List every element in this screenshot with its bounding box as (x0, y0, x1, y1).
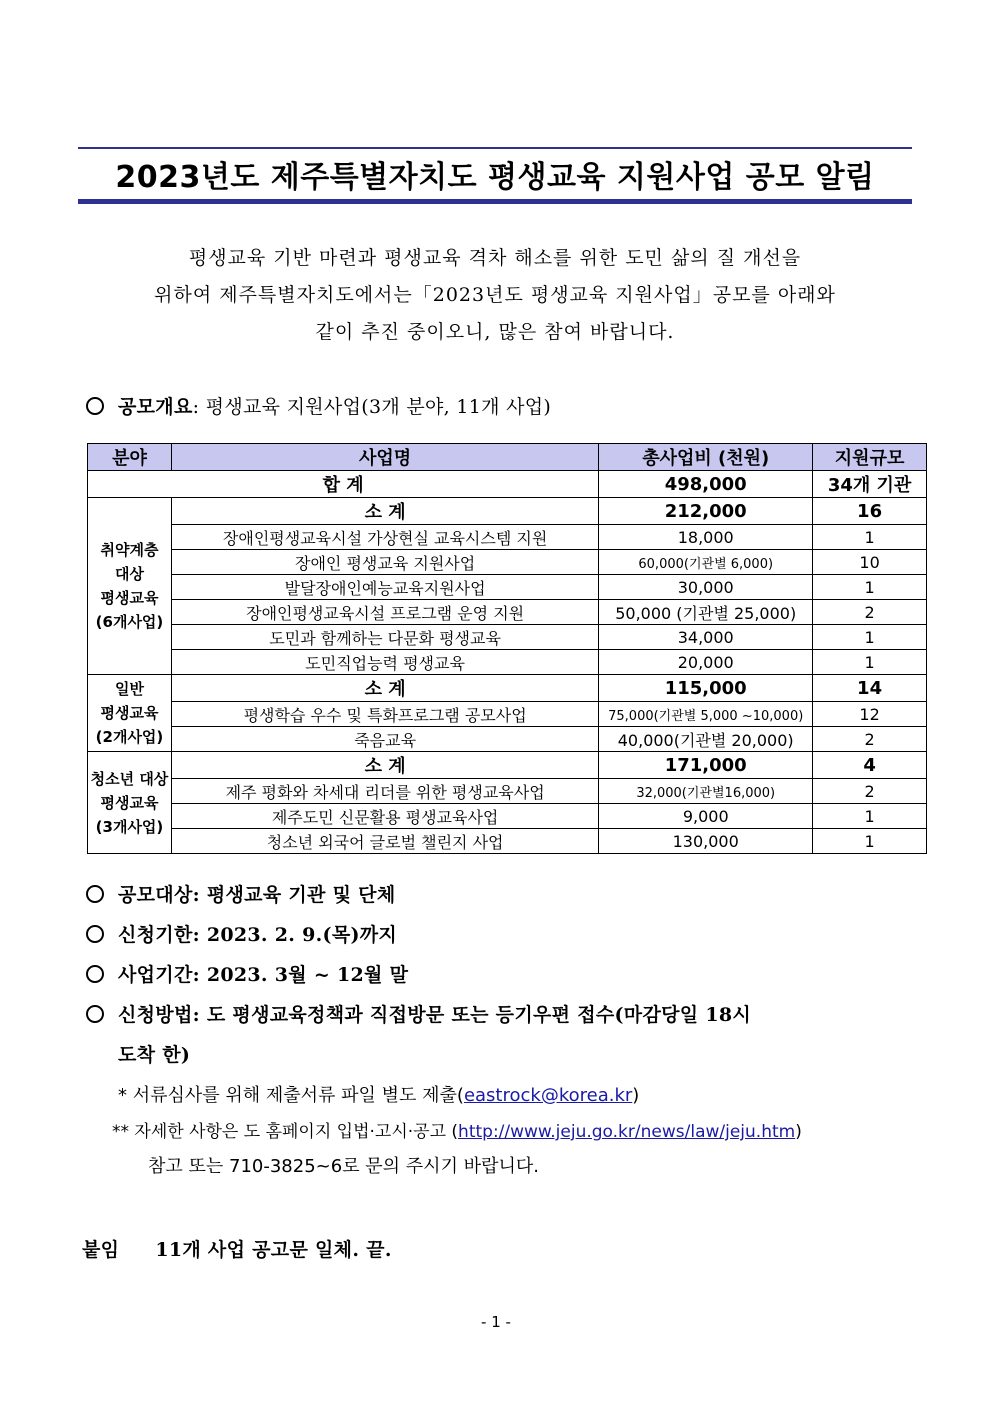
note-email-suffix: ) (632, 1085, 640, 1106)
category-line: 평생교육 (100, 589, 159, 607)
project-amount: 34,000 (599, 625, 813, 650)
subtotal-scale: 14 (813, 675, 927, 702)
category-line: 일반 (114, 680, 144, 698)
project-name: 장애인평생교육시설 가상현실 교육시스템 지원 (171, 525, 598, 550)
project-name: 발달장애인예능교육지원사업 (171, 575, 598, 600)
project-amount: 20,000 (599, 650, 813, 675)
subtotal-label: 소 계 (171, 752, 598, 779)
project-amount: 60,000(기관별 6,000) (599, 550, 813, 575)
total-amount: 498,000 (599, 471, 813, 498)
email-link[interactable]: eastrock@korea.kr (463, 1085, 633, 1106)
project-scale: 1 (813, 804, 927, 829)
project-scale: 1 (813, 625, 927, 650)
project-scale: 1 (813, 650, 927, 675)
project-scale: 2 (813, 600, 927, 625)
category-cell (88, 675, 172, 752)
category-line: (2개사업) (95, 728, 164, 746)
table-row (88, 550, 927, 575)
intro-paragraph (80, 240, 910, 351)
category-line: 청소년 대상 (90, 769, 169, 788)
note-homepage-prefix: ** 자세한 사항은 도 홈페이지 입법·고시·공고 ( (112, 1122, 459, 1142)
table-row (88, 727, 927, 752)
intro-line: 같이 추진 중이오니, 많은 참여 바랍니다. (315, 321, 675, 343)
category-line: (6개사업) (95, 613, 164, 631)
project-scale: 2 (813, 727, 927, 752)
overview-label: 공모개요 (118, 396, 193, 418)
project-name: 장애인 평생교육 지원사업 (171, 550, 598, 575)
total-row (88, 471, 927, 498)
table-row (88, 804, 927, 829)
project-scale: 2 (813, 779, 927, 804)
table-row (88, 702, 927, 727)
category-line: 취약계층 (100, 541, 159, 559)
method-text: : 도 평생교육정책과 직접방문 또는 등기우편 접수(마감당일 18시 (192, 1004, 752, 1026)
document-title-text: 2023년도 제주특별자치도 평생교육 지원사업 공모 알림 (115, 160, 875, 195)
document-title (78, 147, 912, 204)
target-line (86, 880, 395, 907)
homepage-link[interactable]: http://www.jeju.go.kr/news/law/jeju.htm (458, 1122, 796, 1142)
circle-bullet-icon (86, 925, 104, 943)
circle-bullet-icon (86, 397, 104, 415)
total-scale: 34개 기관 (813, 471, 927, 498)
circle-bullet-icon (86, 885, 104, 903)
deadline-text: : 2023. 2. 9.(목)까지 (192, 924, 398, 946)
note-homepage-suffix: ) (795, 1122, 802, 1142)
table-row (88, 600, 927, 625)
project-scale: 1 (813, 525, 927, 550)
project-scale: 1 (813, 575, 927, 600)
subtotal-amount: 115,000 (599, 675, 813, 702)
subtotal-amount: 171,000 (599, 752, 813, 779)
project-amount: 75,000(기관별 5,000 ~10,000) (599, 702, 813, 727)
subtotal-row (88, 498, 927, 525)
project-amount: 32,000(기관별16,000) (599, 779, 813, 804)
overview-line (86, 392, 551, 419)
period-line (86, 960, 408, 987)
project-amount: 18,000 (599, 525, 813, 550)
note-email (118, 1081, 639, 1107)
attachment-text: 11개 사업 공고문 일체. 끝. (155, 1239, 392, 1261)
target-text: : 평생교육 기관 및 단체 (192, 884, 396, 906)
header-amount: 총사업비 (천원) (599, 444, 813, 471)
category-cell (88, 752, 172, 854)
project-name: 도민과 함께하는 다문화 평생교육 (171, 625, 598, 650)
header-category: 분야 (88, 444, 172, 471)
project-scale: 12 (813, 702, 927, 727)
project-name: 도민직업능력 평생교육 (171, 650, 598, 675)
project-amount: 9,000 (599, 804, 813, 829)
project-amount: 40,000(기관별 20,000) (599, 727, 813, 752)
project-name: 제주 평화와 차세대 리더를 위한 평생교육사업 (171, 779, 598, 804)
subtotal-scale: 16 (813, 498, 927, 525)
table-row (88, 625, 927, 650)
method-line (86, 1000, 751, 1027)
table-header-row (88, 444, 927, 471)
intro-line: 위하여 제주특별자치도에서는「2023년도 평생교육 지원사업」공모를 아래와 (154, 284, 836, 306)
table-row (88, 650, 927, 675)
note-contact: 참고 또는 710-3825~6로 문의 주시기 바랍니다. (148, 1156, 539, 1177)
category-cell (88, 498, 172, 675)
target-label: 공모대상 (118, 884, 193, 906)
circle-bullet-icon (86, 965, 104, 983)
project-name: 평생학습 우수 및 특화프로그램 공모사업 (171, 702, 598, 727)
category-line: (3개사업) (95, 817, 164, 836)
total-label: 합 계 (88, 471, 599, 498)
project-name: 청소년 외국어 글로벌 챌린지 사업 (171, 829, 598, 854)
category-line: 평생교육 (100, 793, 159, 812)
circle-bullet-icon (86, 1005, 104, 1023)
attachment-line (82, 1235, 392, 1262)
intro-line: 평생교육 기반 마련과 평생교육 격차 해소를 위한 도민 삶의 질 개선을 (188, 247, 802, 269)
subtotal-label: 소 계 (171, 498, 598, 525)
project-amount: 130,000 (599, 829, 813, 854)
subtotal-scale: 4 (813, 752, 927, 779)
overview-text: : 평생교육 지원사업(3개 분야, 11개 사업) (192, 396, 552, 418)
project-name: 죽음교육 (171, 727, 598, 752)
table-row (88, 575, 927, 600)
header-name: 사업명 (171, 444, 598, 471)
category-line: 평생교육 (100, 704, 159, 722)
subtotal-row (88, 752, 927, 779)
subtotal-row (88, 675, 927, 702)
table-row (88, 525, 927, 550)
deadline-line (86, 920, 397, 947)
project-name: 장애인평생교육시설 프로그램 운영 지원 (171, 600, 598, 625)
deadline-label: 신청기한 (118, 924, 193, 946)
budget-table (87, 443, 927, 854)
project-amount: 50,000 (기관별 25,000) (599, 600, 813, 625)
period-label: 사업기간 (118, 964, 193, 986)
method-text-continued: 도착 한) (118, 1044, 191, 1066)
subtotal-label: 소 계 (171, 675, 598, 702)
project-scale: 10 (813, 550, 927, 575)
attachment-label: 붙임 (82, 1239, 120, 1261)
header-scale: 지원규모 (813, 444, 927, 471)
table-row (88, 829, 927, 854)
project-name: 제주도민 신문활용 평생교육사업 (171, 804, 598, 829)
category-line: 대상 (114, 565, 144, 583)
period-text: : 2023. 3월 ~ 12월 말 (192, 964, 409, 986)
subtotal-amount: 212,000 (599, 498, 813, 525)
note-email-prefix: * 서류심사를 위해 제출서류 파일 별도 제출( (118, 1085, 464, 1106)
project-amount: 30,000 (599, 575, 813, 600)
table-row (88, 779, 927, 804)
method-label: 신청방법 (118, 1004, 193, 1026)
page-number: - 1 - (481, 1313, 511, 1331)
note-homepage (112, 1117, 802, 1142)
project-scale: 1 (813, 829, 927, 854)
